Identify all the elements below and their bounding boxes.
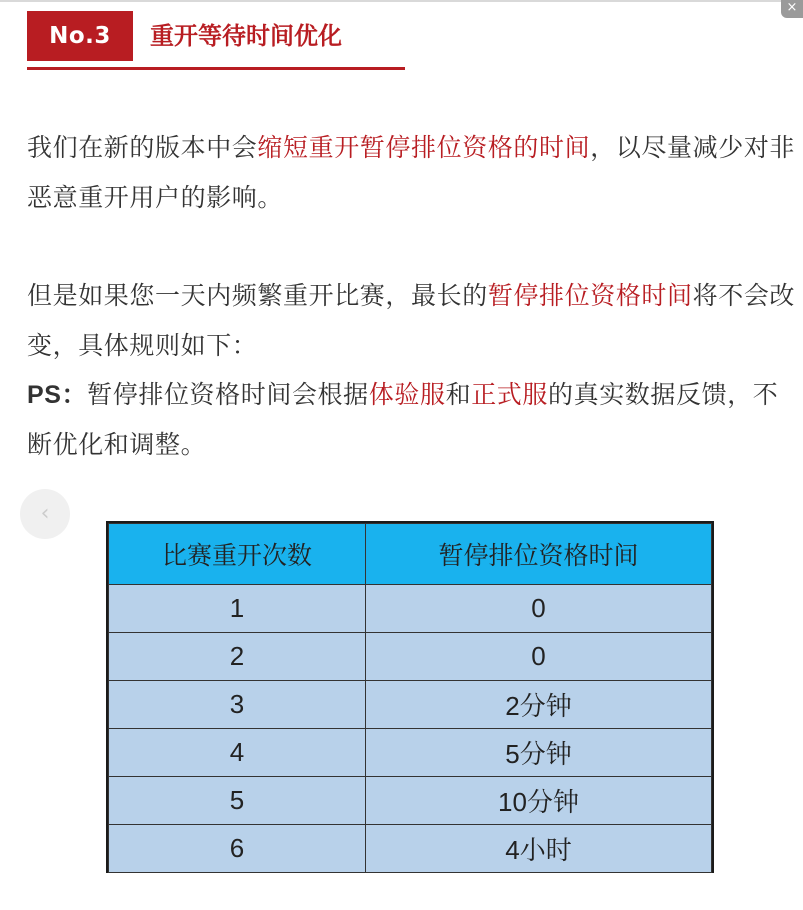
top-divider xyxy=(0,0,803,2)
paragraph-text: 暂停排位资格时间会根据 xyxy=(87,380,369,409)
paragraph-text: 将不会改变，具体规则如下： xyxy=(27,281,796,360)
paragraph-text: 的真实数据反馈，不断优化和调整。 xyxy=(27,380,779,459)
highlight-text: 体验服 xyxy=(368,380,446,409)
table-cell: 0 xyxy=(366,633,712,681)
paragraph-text: 和 xyxy=(445,380,472,409)
table-cell: 1 xyxy=(109,585,366,633)
table-cell: 0 xyxy=(366,585,712,633)
table-row xyxy=(109,825,712,873)
highlight-text: 缩短重开暂停排位资格的时间 xyxy=(257,133,591,162)
table-row xyxy=(109,777,712,825)
highlight-text: 正式服 xyxy=(471,380,548,409)
table-cell: 10分钟 xyxy=(366,777,712,825)
table-header-row xyxy=(109,524,712,585)
table-row xyxy=(109,633,712,681)
table-row xyxy=(109,585,712,633)
table-row xyxy=(109,729,712,777)
previous-button[interactable] xyxy=(20,489,70,539)
chevron-left-icon: ‹ xyxy=(40,501,50,526)
section-header xyxy=(27,11,405,72)
paragraph-text: 但是如果您一天内频繁重开比赛，最长的 xyxy=(27,281,488,310)
paragraph-rule xyxy=(27,271,797,371)
ps-label: PS： xyxy=(27,381,88,409)
table-cell: 2 xyxy=(109,633,366,681)
section-number-badge: No.3 xyxy=(27,11,133,61)
table-cell: 5 xyxy=(109,777,366,825)
close-icon[interactable]: × xyxy=(781,0,803,18)
paragraph-ps xyxy=(27,370,797,470)
header-underline xyxy=(27,67,405,70)
column-header-suspension-time: 暂停排位资格时间 xyxy=(366,524,712,585)
table-cell: 4 xyxy=(109,729,366,777)
table-cell: 4小时 xyxy=(366,825,712,873)
section-title: 重开等待时间优化 xyxy=(150,22,342,50)
table-cell: 2分钟 xyxy=(366,681,712,729)
rules-table xyxy=(106,521,714,873)
table-cell: 6 xyxy=(109,825,366,873)
paragraph-intro xyxy=(27,123,797,223)
paragraph-text: ，以尽量减少对非恶意重开用户的影响。 xyxy=(27,133,796,212)
column-header-restart-count: 比赛重开次数 xyxy=(109,524,366,585)
table-row xyxy=(109,681,712,729)
highlight-text: 暂停排位资格时间 xyxy=(487,281,693,310)
table-cell: 5分钟 xyxy=(366,729,712,777)
table-cell: 3 xyxy=(109,681,366,729)
paragraph-text: 我们在新的版本中会 xyxy=(27,133,258,162)
